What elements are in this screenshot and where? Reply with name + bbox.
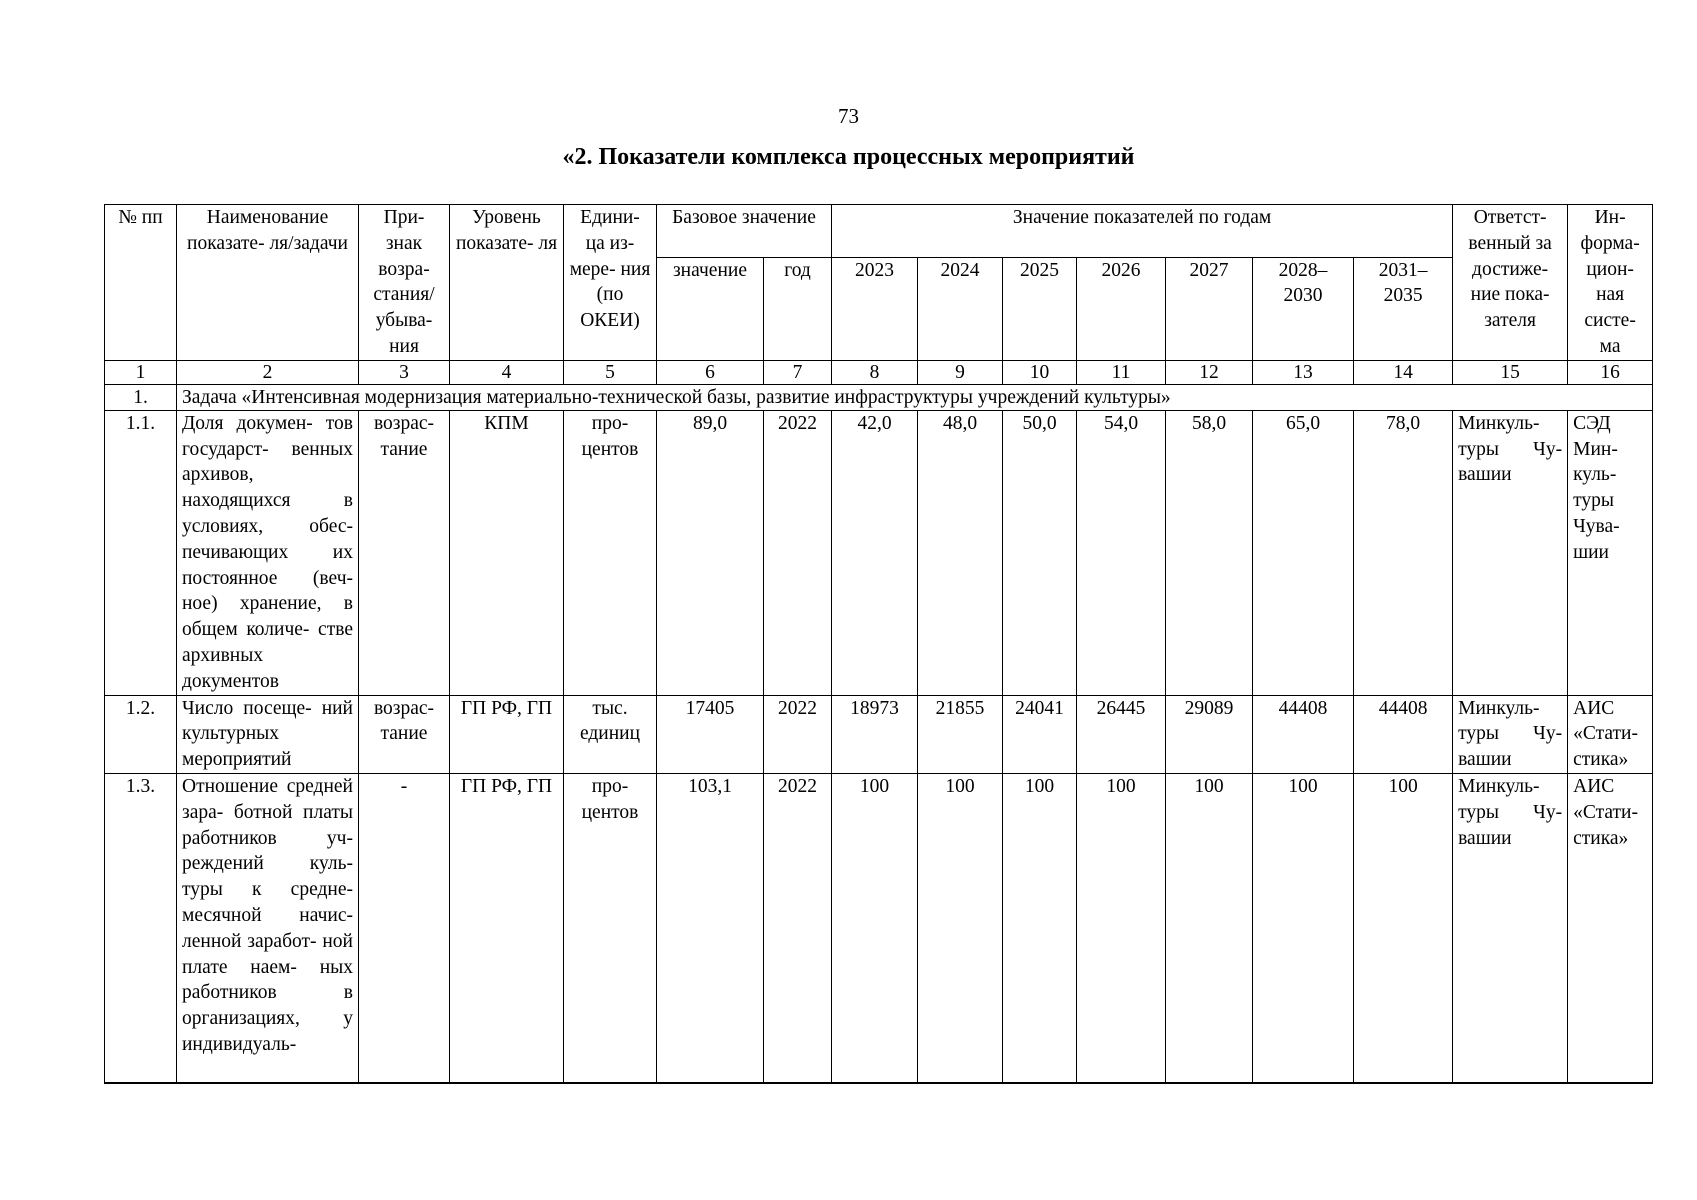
row-value-2023: 42,0	[832, 410, 918, 695]
column-number: 1	[105, 360, 177, 384]
row-value-2024: 100	[918, 773, 1003, 1083]
indicators-table	[104, 204, 1653, 1084]
header-year-2031-2035: 2031– 2035	[1354, 257, 1453, 360]
column-number: 15	[1453, 360, 1568, 384]
table-row	[105, 773, 1653, 1083]
column-number: 16	[1568, 360, 1653, 384]
row-num: 1.1.	[105, 410, 177, 695]
row-value-2026: 54,0	[1077, 410, 1166, 695]
row-value-2027: 100	[1166, 773, 1253, 1083]
header-base-value: значение	[657, 257, 764, 360]
row-unit: про- центов	[564, 410, 657, 695]
header-unit: Едини- ца из- мере- ния (по ОКЕИ)	[564, 205, 657, 361]
header-num: № пп	[105, 205, 177, 361]
header-year-2025: 2025	[1003, 257, 1077, 360]
row-value-2028-2030: 65,0	[1253, 410, 1354, 695]
page-title: «2. Показатели комплекса процессных мероприятий	[562, 144, 1135, 170]
row-unit: про- центов	[564, 773, 657, 1083]
column-number: 7	[764, 360, 832, 384]
header-responsible: Ответст- венный за достиже- ние пока- зателя	[1453, 205, 1568, 361]
row-name: Отношение средней зара- ботной платы работников уч- реждений куль- туры к средне- месячной начис- ленной заработ- ной плате наем- ных работников в организациях, у индивидуаль-	[177, 773, 359, 1083]
row-level: ГП РФ, ГП	[450, 773, 564, 1083]
row-value-2025: 50,0	[1003, 410, 1077, 695]
row-value-2027: 29089	[1166, 695, 1253, 773]
row-sign: возрас- тание	[359, 410, 450, 695]
table-row	[105, 410, 1653, 695]
row-responsible: Минкуль- туры Чу- вашии	[1453, 773, 1568, 1083]
table-row	[105, 695, 1653, 773]
row-value-2026: 100	[1077, 773, 1166, 1083]
row-base-value: 89,0	[657, 410, 764, 695]
row-base-year: 2022	[764, 695, 832, 773]
column-number: 5	[564, 360, 657, 384]
row-sign: возрас- тание	[359, 695, 450, 773]
row-level: ГП РФ, ГП	[450, 695, 564, 773]
header-name: Наименование показате- ля/задачи	[177, 205, 359, 361]
task-text: Задача «Интенсивная модернизация материально-технической базы, развитие инфраструктуры учреждений культуры»	[177, 384, 1653, 410]
header-sign: При- знак возра- стания/ убыва- ния	[359, 205, 450, 361]
column-number: 14	[1354, 360, 1453, 384]
row-base-value: 17405	[657, 695, 764, 773]
column-number: 4	[450, 360, 564, 384]
column-number: 12	[1166, 360, 1253, 384]
header-base-year: год	[764, 257, 832, 360]
row-value-2026: 26445	[1077, 695, 1166, 773]
row-responsible: Минкуль- туры Чу- вашии	[1453, 410, 1568, 695]
row-value-2027: 58,0	[1166, 410, 1253, 695]
header-system: Ин- форма- цион- ная систе- ма	[1568, 205, 1653, 361]
header-year-2027: 2027	[1166, 257, 1253, 360]
row-system: АИС «Стати- стика»	[1568, 695, 1653, 773]
row-value-2024: 48,0	[918, 410, 1003, 695]
row-base-value: 103,1	[657, 773, 764, 1083]
column-number: 6	[657, 360, 764, 384]
header-level: Уровень показате- ля	[450, 205, 564, 361]
header-year-2026: 2026	[1077, 257, 1166, 360]
header-year-2024: 2024	[918, 257, 1003, 360]
column-number: 11	[1077, 360, 1166, 384]
row-value-2028-2030: 44408	[1253, 695, 1354, 773]
row-level: КПМ	[450, 410, 564, 695]
row-system: АИС «Стати- стика»	[1568, 773, 1653, 1083]
column-number: 13	[1253, 360, 1354, 384]
column-number: 8	[832, 360, 918, 384]
row-num: 1.3.	[105, 773, 177, 1083]
row-responsible: Минкуль- туры Чу- вашии	[1453, 695, 1568, 773]
header-year-2028-2030: 2028– 2030	[1253, 257, 1354, 360]
row-value-2028-2030: 100	[1253, 773, 1354, 1083]
row-base-year: 2022	[764, 410, 832, 695]
header-years-group: Значение показателей по годам	[832, 205, 1453, 258]
row-name: Число посеще- ний культурных мероприятий	[177, 695, 359, 773]
row-value-2023: 100	[832, 773, 918, 1083]
row-value-2025: 24041	[1003, 695, 1077, 773]
page-number: 73	[838, 104, 859, 128]
column-number: 3	[359, 360, 450, 384]
row-base-year: 2022	[764, 773, 832, 1083]
row-value-2025: 100	[1003, 773, 1077, 1083]
row-system: СЭД Мин- куль- туры Чува- шии	[1568, 410, 1653, 695]
task-num: 1.	[105, 384, 177, 410]
column-number-row	[105, 360, 1653, 384]
row-value-2031-2035: 78,0	[1354, 410, 1453, 695]
row-name: Доля докумен- тов государст- венных архивов, находящихся в условиях, обес- печивающих их постоянное (веч- ное) хранение, в общем количе- стве архивных документов	[177, 410, 359, 695]
header-base: Базовое значение	[657, 205, 832, 258]
column-number: 9	[918, 360, 1003, 384]
row-sign: -	[359, 773, 450, 1083]
row-num: 1.2.	[105, 695, 177, 773]
row-value-2031-2035: 44408	[1354, 695, 1453, 773]
row-unit: тыс. единиц	[564, 695, 657, 773]
column-number: 2	[177, 360, 359, 384]
row-value-2024: 21855	[918, 695, 1003, 773]
column-number: 10	[1003, 360, 1077, 384]
header-row-1	[105, 205, 1653, 258]
task-row	[105, 384, 1653, 410]
row-value-2031-2035: 100	[1354, 773, 1453, 1083]
row-value-2023: 18973	[832, 695, 918, 773]
header-year-2023: 2023	[832, 257, 918, 360]
